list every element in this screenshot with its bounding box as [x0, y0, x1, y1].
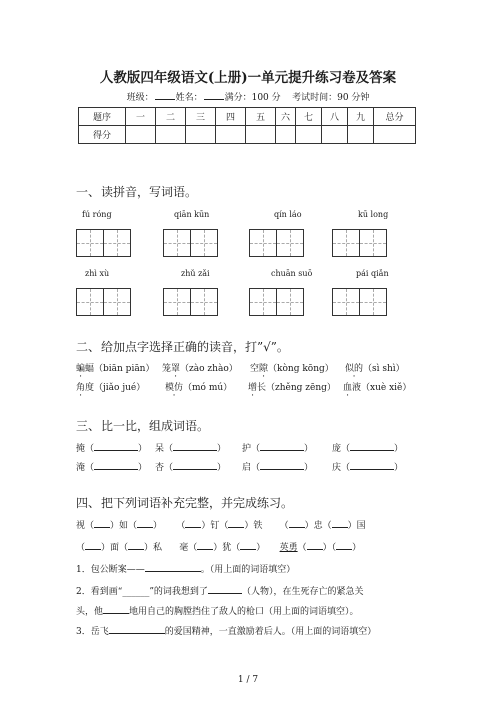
pinyin-1: fú róng [82, 210, 112, 219]
writing-grid[interactable] [163, 229, 218, 257]
score-cell[interactable] [374, 126, 416, 144]
score-cell[interactable] [322, 126, 348, 144]
writing-grid[interactable] [332, 229, 387, 257]
section-4-heading: 四、把下列词语补充完整，并完成练习。 [76, 496, 294, 510]
header-cell: 五 [246, 108, 276, 126]
compare-item[interactable]: 启（ ） [242, 463, 314, 473]
idiom-line-2[interactable]: （ ）面（ ）私 毫（ ）犹（ ） 英勇（ ）（ ） [76, 543, 362, 553]
class-label: 班级： [126, 93, 154, 103]
compare-item[interactable]: 护（ ） [242, 444, 314, 454]
score-cell[interactable] [156, 126, 186, 144]
question-1[interactable]: 1．包公断案—— 。（用上面的词语填空） [76, 565, 296, 575]
score-table [78, 107, 416, 144]
pronunciation-item[interactable]: 角度（jiǎo jué） [76, 383, 146, 393]
score-cell[interactable] [348, 126, 374, 144]
header-cell: 一 [126, 108, 156, 126]
page-title: 人教版四年级语文(上册)一单元提升练习卷及答案 [99, 70, 397, 86]
writing-grid[interactable] [332, 288, 387, 316]
header-cell: 三 [186, 108, 216, 126]
score-cell[interactable] [296, 126, 322, 144]
header-cell: 总分 [374, 108, 416, 126]
header-cell: 七 [296, 108, 322, 126]
section-2-heading: 二、给加点字选择正确的读音，打”√”。 [76, 340, 289, 354]
score-row-label: 得分 [79, 126, 126, 144]
pronunciation-item[interactable]: 笼罩（zào zhào） [162, 364, 238, 374]
score-cell[interactable] [186, 126, 216, 144]
header-cell: 六 [276, 108, 296, 126]
header-cell: 四 [216, 108, 246, 126]
pronunciation-item[interactable]: 增长（zhěng zēng） [248, 383, 336, 393]
compare-item[interactable]: 庞（ ） [332, 444, 404, 454]
score-cell[interactable] [276, 126, 296, 144]
writing-grid[interactable] [249, 229, 304, 257]
score-row [79, 126, 416, 144]
pronunciation-item[interactable]: 蝙蝠（biān piān） [76, 364, 155, 374]
pinyin-3: qín láo [274, 210, 302, 219]
pinyin-2: qiān kūn [174, 210, 210, 219]
class-blank[interactable] [155, 90, 175, 100]
compare-item[interactable]: 杏（ ） [155, 463, 227, 473]
score-cell[interactable] [246, 126, 276, 144]
question-3[interactable]: 3．岳飞 的爱国精神，一直激励着后人。（用上面的词语填空） [76, 627, 377, 637]
header-cell: 九 [348, 108, 374, 126]
pinyin-7: chuān suō [271, 269, 313, 278]
exam-time: 考试时间：90 分钟 [292, 93, 370, 103]
page-number: 1 / 7 [237, 675, 259, 685]
writing-grid[interactable] [249, 288, 304, 316]
question-2-cont[interactable]: 头，他 地用自己的胸膛挡住了敌人的枪口（用上面的词语填空）。 [76, 607, 359, 617]
pronunciation-item[interactable]: 血液（xuè xiě） [343, 383, 412, 393]
pronunciation-item[interactable]: 空隙（kòng kōng） [250, 364, 334, 374]
question-2[interactable]: 2．看到画“______”的词我想到了 （人物），在生死存亡的紧急关 [76, 587, 364, 597]
name-label: 姓名： [175, 93, 203, 103]
compare-item[interactable]: 庆（ ） [332, 463, 404, 473]
writing-grid[interactable] [76, 288, 131, 316]
compare-item[interactable]: 淹（ ） [76, 463, 148, 473]
compare-item[interactable]: 掩（ ） [76, 444, 148, 454]
pronunciation-item[interactable]: 似的（sì shì） [345, 364, 405, 374]
score-cell[interactable] [216, 126, 246, 144]
score-cell[interactable] [126, 126, 156, 144]
header-cell: 八 [322, 108, 348, 126]
pinyin-6: zhǔ zǎi [181, 269, 210, 278]
header-cell: 题序 [79, 108, 126, 126]
pinyin-5: zhì xù [85, 269, 110, 278]
pronunciation-item[interactable]: 模仿（mó mú） [165, 383, 233, 393]
writing-grid[interactable] [163, 288, 218, 316]
full-score: 满分：100 分 [224, 93, 281, 103]
exam-info [0, 90, 496, 103]
score-header-row [79, 108, 416, 126]
idiom-line-1[interactable]: 视（ ）如（ ） （ ）钉（ ）铁 （ ）忠（ ）国 [76, 521, 366, 531]
section-1-heading: 一、读拼音，写词语。 [76, 185, 198, 199]
writing-grid[interactable] [76, 229, 131, 257]
header-cell: 二 [156, 108, 186, 126]
pinyin-4: kū long [358, 210, 389, 219]
name-blank[interactable] [204, 90, 224, 100]
compare-item[interactable]: 呆（ ） [155, 444, 227, 454]
pinyin-8: pái qiǎn [356, 269, 389, 278]
section-3-heading: 三、比一比，组成词语。 [76, 419, 210, 433]
